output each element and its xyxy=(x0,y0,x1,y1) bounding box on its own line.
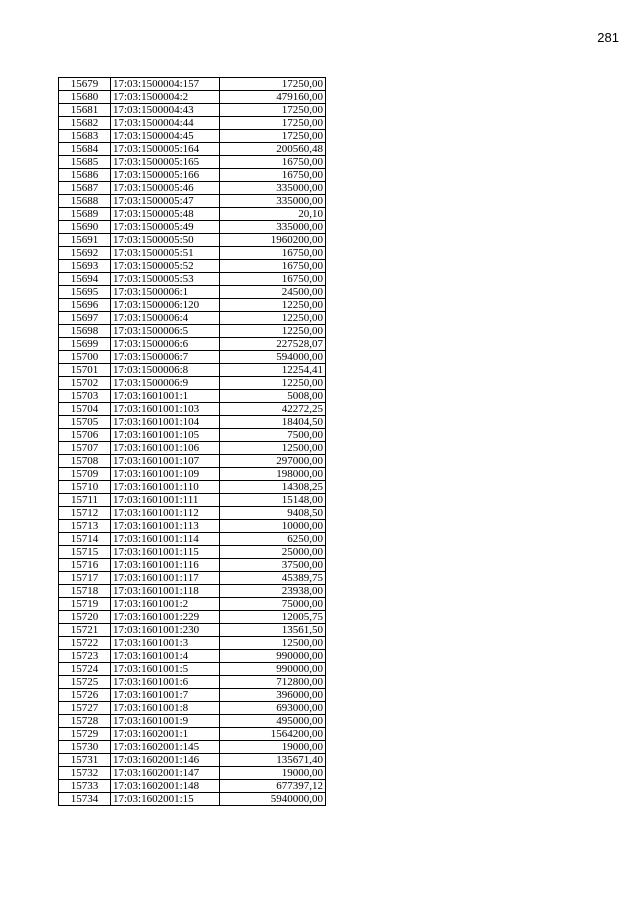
cadastral-code-cell: 17:03:1601001:114 xyxy=(111,533,220,546)
amount-cell: 5008,00 xyxy=(220,390,326,403)
row-id-cell: 15688 xyxy=(59,195,111,208)
amount-cell: 12250,00 xyxy=(220,312,326,325)
row-id-cell: 15727 xyxy=(59,702,111,715)
row-id-cell: 15681 xyxy=(59,104,111,117)
cadastral-code-cell: 17:03:1500006:4 xyxy=(111,312,220,325)
cadastral-code-cell: 17:03:1500006:5 xyxy=(111,325,220,338)
cadastral-code-cell: 17:03:1601001:5 xyxy=(111,663,220,676)
amount-cell: 17250,00 xyxy=(220,130,326,143)
table-row xyxy=(59,442,326,455)
table-row xyxy=(59,338,326,351)
amount-cell: 1960200,00 xyxy=(220,234,326,247)
amount-cell: 12250,00 xyxy=(220,299,326,312)
cadastral-code-cell: 17:03:1601001:113 xyxy=(111,520,220,533)
cadastral-code-cell: 17:03:1602001:1 xyxy=(111,728,220,741)
row-id-cell: 15731 xyxy=(59,754,111,767)
row-id-cell: 15698 xyxy=(59,325,111,338)
table-row xyxy=(59,416,326,429)
cadastral-code-cell: 17:03:1500005:52 xyxy=(111,260,220,273)
cadastral-code-cell: 17:03:1601001:229 xyxy=(111,611,220,624)
table-row xyxy=(59,143,326,156)
row-id-cell: 15710 xyxy=(59,481,111,494)
amount-cell: 14308,25 xyxy=(220,481,326,494)
cadastral-code-cell: 17:03:1500005:53 xyxy=(111,273,220,286)
cadastral-code-cell: 17:03:1500006:7 xyxy=(111,351,220,364)
cadastral-code-cell: 17:03:1500005:50 xyxy=(111,234,220,247)
amount-cell: 12250,00 xyxy=(220,377,326,390)
row-id-cell: 15734 xyxy=(59,793,111,806)
row-id-cell: 15690 xyxy=(59,221,111,234)
cadastral-code-cell: 17:03:1601001:230 xyxy=(111,624,220,637)
cadastral-code-cell: 17:03:1601001:111 xyxy=(111,494,220,507)
row-id-cell: 15683 xyxy=(59,130,111,143)
amount-cell: 37500,00 xyxy=(220,559,326,572)
cadastral-code-cell: 17:03:1601001:7 xyxy=(111,689,220,702)
row-id-cell: 15703 xyxy=(59,390,111,403)
amount-cell: 200560,48 xyxy=(220,143,326,156)
cadastral-code-cell: 17:03:1601001:112 xyxy=(111,507,220,520)
amount-cell: 990000,00 xyxy=(220,650,326,663)
cadastral-code-cell: 17:03:1500006:6 xyxy=(111,338,220,351)
cadastral-code-cell: 17:03:1601001:2 xyxy=(111,598,220,611)
row-id-cell: 15719 xyxy=(59,598,111,611)
amount-cell: 17250,00 xyxy=(220,104,326,117)
cadastral-code-cell: 17:03:1601001:103 xyxy=(111,403,220,416)
cadastral-code-cell: 17:03:1500005:166 xyxy=(111,169,220,182)
cadastral-code-cell: 17:03:1500004:45 xyxy=(111,130,220,143)
cadastral-code-cell: 17:03:1500004:2 xyxy=(111,91,220,104)
table-row xyxy=(59,585,326,598)
row-id-cell: 15715 xyxy=(59,546,111,559)
amount-cell: 12250,00 xyxy=(220,325,326,338)
row-id-cell: 15706 xyxy=(59,429,111,442)
row-id-cell: 15693 xyxy=(59,260,111,273)
table-row xyxy=(59,715,326,728)
table-row xyxy=(59,572,326,585)
row-id-cell: 15694 xyxy=(59,273,111,286)
row-id-cell: 15702 xyxy=(59,377,111,390)
table-row xyxy=(59,754,326,767)
cadastral-code-cell: 17:03:1500005:164 xyxy=(111,143,220,156)
cadastral-code-cell: 17:03:1500006:9 xyxy=(111,377,220,390)
table-row xyxy=(59,260,326,273)
amount-cell: 17250,00 xyxy=(220,117,326,130)
amount-cell: 594000,00 xyxy=(220,351,326,364)
row-id-cell: 15728 xyxy=(59,715,111,728)
table-row xyxy=(59,234,326,247)
row-id-cell: 15729 xyxy=(59,728,111,741)
data-table xyxy=(58,77,326,806)
amount-cell: 12500,00 xyxy=(220,637,326,650)
amount-cell: 5940000,00 xyxy=(220,793,326,806)
row-id-cell: 15696 xyxy=(59,299,111,312)
cadastral-code-cell: 17:03:1500005:165 xyxy=(111,156,220,169)
table-row xyxy=(59,663,326,676)
cadastral-code-cell: 17:03:1602001:145 xyxy=(111,741,220,754)
table-row xyxy=(59,78,326,91)
table-row xyxy=(59,650,326,663)
table-row xyxy=(59,208,326,221)
table-row xyxy=(59,507,326,520)
row-id-cell: 15707 xyxy=(59,442,111,455)
cadastral-code-cell: 17:03:1601001:106 xyxy=(111,442,220,455)
cadastral-code-cell: 17:03:1601001:6 xyxy=(111,676,220,689)
cadastral-code-cell: 17:03:1500005:47 xyxy=(111,195,220,208)
amount-cell: 15148,00 xyxy=(220,494,326,507)
row-id-cell: 15722 xyxy=(59,637,111,650)
row-id-cell: 15685 xyxy=(59,156,111,169)
amount-cell: 45389,75 xyxy=(220,572,326,585)
table-row xyxy=(59,559,326,572)
table-row xyxy=(59,312,326,325)
amount-cell: 16750,00 xyxy=(220,169,326,182)
table-row xyxy=(59,598,326,611)
cadastral-code-cell: 17:03:1601001:8 xyxy=(111,702,220,715)
amount-cell: 10000,00 xyxy=(220,520,326,533)
amount-cell: 18404,50 xyxy=(220,416,326,429)
row-id-cell: 15680 xyxy=(59,91,111,104)
table-row xyxy=(59,130,326,143)
cadastral-code-cell: 17:03:1601001:109 xyxy=(111,468,220,481)
row-id-cell: 15687 xyxy=(59,182,111,195)
amount-cell: 19000,00 xyxy=(220,741,326,754)
amount-cell: 12500,00 xyxy=(220,442,326,455)
row-id-cell: 15714 xyxy=(59,533,111,546)
amount-cell: 20,10 xyxy=(220,208,326,221)
row-id-cell: 15732 xyxy=(59,767,111,780)
row-id-cell: 15711 xyxy=(59,494,111,507)
row-id-cell: 15717 xyxy=(59,572,111,585)
cadastral-code-cell: 17:03:1602001:146 xyxy=(111,754,220,767)
table-row xyxy=(59,728,326,741)
cadastral-code-cell: 17:03:1601001:118 xyxy=(111,585,220,598)
table-row xyxy=(59,429,326,442)
amount-cell: 479160,00 xyxy=(220,91,326,104)
cadastral-code-cell: 17:03:1602001:15 xyxy=(111,793,220,806)
table-row xyxy=(59,351,326,364)
table-row xyxy=(59,793,326,806)
amount-cell: 24500,00 xyxy=(220,286,326,299)
cadastral-code-cell: 17:03:1601001:115 xyxy=(111,546,220,559)
amount-cell: 335000,00 xyxy=(220,195,326,208)
row-id-cell: 15691 xyxy=(59,234,111,247)
table-row xyxy=(59,325,326,338)
table-row xyxy=(59,117,326,130)
table-row xyxy=(59,676,326,689)
table-row xyxy=(59,221,326,234)
table-row xyxy=(59,104,326,117)
row-id-cell: 15721 xyxy=(59,624,111,637)
row-id-cell: 15726 xyxy=(59,689,111,702)
amount-cell: 396000,00 xyxy=(220,689,326,702)
row-id-cell: 15689 xyxy=(59,208,111,221)
table-row xyxy=(59,520,326,533)
row-id-cell: 15718 xyxy=(59,585,111,598)
table-row xyxy=(59,273,326,286)
cadastral-code-cell: 17:03:1601001:1 xyxy=(111,390,220,403)
amount-cell: 198000,00 xyxy=(220,468,326,481)
row-id-cell: 15699 xyxy=(59,338,111,351)
row-id-cell: 15709 xyxy=(59,468,111,481)
row-id-cell: 15712 xyxy=(59,507,111,520)
cadastral-code-cell: 17:03:1500005:46 xyxy=(111,182,220,195)
amount-cell: 23938,00 xyxy=(220,585,326,598)
amount-cell: 16750,00 xyxy=(220,260,326,273)
row-id-cell: 15725 xyxy=(59,676,111,689)
table-row xyxy=(59,689,326,702)
amount-cell: 13561,50 xyxy=(220,624,326,637)
table-row xyxy=(59,455,326,468)
table-row xyxy=(59,546,326,559)
cadastral-code-cell: 17:03:1602001:147 xyxy=(111,767,220,780)
cadastral-code-cell: 17:03:1500006:1 xyxy=(111,286,220,299)
table-row xyxy=(59,156,326,169)
table-row xyxy=(59,533,326,546)
table-row xyxy=(59,299,326,312)
row-id-cell: 15679 xyxy=(59,78,111,91)
table-row xyxy=(59,624,326,637)
row-id-cell: 15708 xyxy=(59,455,111,468)
amount-cell: 495000,00 xyxy=(220,715,326,728)
amount-cell: 42272,25 xyxy=(220,403,326,416)
amount-cell: 16750,00 xyxy=(220,273,326,286)
amount-cell: 1564200,00 xyxy=(220,728,326,741)
row-id-cell: 15733 xyxy=(59,780,111,793)
amount-cell: 19000,00 xyxy=(220,767,326,780)
table-row xyxy=(59,403,326,416)
row-id-cell: 15692 xyxy=(59,247,111,260)
row-id-cell: 15716 xyxy=(59,559,111,572)
cadastral-code-cell: 17:03:1601001:104 xyxy=(111,416,220,429)
table-row xyxy=(59,611,326,624)
amount-cell: 227528,07 xyxy=(220,338,326,351)
table-row xyxy=(59,91,326,104)
cadastral-code-cell: 17:03:1601001:9 xyxy=(111,715,220,728)
row-id-cell: 15713 xyxy=(59,520,111,533)
table-row xyxy=(59,390,326,403)
row-id-cell: 15686 xyxy=(59,169,111,182)
amount-cell: 12005,75 xyxy=(220,611,326,624)
amount-cell: 335000,00 xyxy=(220,221,326,234)
cadastral-code-cell: 17:03:1500006:120 xyxy=(111,299,220,312)
row-id-cell: 15704 xyxy=(59,403,111,416)
row-id-cell: 15697 xyxy=(59,312,111,325)
table-row xyxy=(59,169,326,182)
amount-cell: 25000,00 xyxy=(220,546,326,559)
cadastral-code-cell: 17:03:1500004:157 xyxy=(111,78,220,91)
cadastral-code-cell: 17:03:1500006:8 xyxy=(111,364,220,377)
amount-cell: 17250,00 xyxy=(220,78,326,91)
amount-cell: 7500,00 xyxy=(220,429,326,442)
cadastral-code-cell: 17:03:1601001:116 xyxy=(111,559,220,572)
table-row xyxy=(59,377,326,390)
table-row xyxy=(59,182,326,195)
cadastral-code-cell: 17:03:1500005:51 xyxy=(111,247,220,260)
amount-cell: 9408,50 xyxy=(220,507,326,520)
row-id-cell: 15730 xyxy=(59,741,111,754)
cadastral-code-cell: 17:03:1601001:4 xyxy=(111,650,220,663)
amount-cell: 135671,40 xyxy=(220,754,326,767)
cadastral-code-cell: 17:03:1601001:105 xyxy=(111,429,220,442)
amount-cell: 335000,00 xyxy=(220,182,326,195)
row-id-cell: 15700 xyxy=(59,351,111,364)
amount-cell: 677397,12 xyxy=(220,780,326,793)
table-row xyxy=(59,481,326,494)
table-row xyxy=(59,364,326,377)
row-id-cell: 15723 xyxy=(59,650,111,663)
row-id-cell: 15695 xyxy=(59,286,111,299)
cadastral-code-cell: 17:03:1500004:43 xyxy=(111,104,220,117)
row-id-cell: 15684 xyxy=(59,143,111,156)
table-row xyxy=(59,741,326,754)
table-row xyxy=(59,468,326,481)
page-number: 281 xyxy=(597,30,619,45)
amount-cell: 16750,00 xyxy=(220,156,326,169)
amount-cell: 990000,00 xyxy=(220,663,326,676)
row-id-cell: 15701 xyxy=(59,364,111,377)
cadastral-code-cell: 17:03:1500005:49 xyxy=(111,221,220,234)
table-row xyxy=(59,247,326,260)
amount-cell: 712800,00 xyxy=(220,676,326,689)
amount-cell: 693000,00 xyxy=(220,702,326,715)
cadastral-code-cell: 17:03:1500004:44 xyxy=(111,117,220,130)
table-row xyxy=(59,702,326,715)
amount-cell: 6250,00 xyxy=(220,533,326,546)
cadastral-code-cell: 17:03:1602001:148 xyxy=(111,780,220,793)
row-id-cell: 15720 xyxy=(59,611,111,624)
table-row xyxy=(59,767,326,780)
row-id-cell: 15724 xyxy=(59,663,111,676)
amount-cell: 16750,00 xyxy=(220,247,326,260)
cadastral-code-cell: 17:03:1601001:110 xyxy=(111,481,220,494)
table-row xyxy=(59,637,326,650)
table-row xyxy=(59,195,326,208)
amount-cell: 297000,00 xyxy=(220,455,326,468)
cadastral-code-cell: 17:03:1601001:117 xyxy=(111,572,220,585)
row-id-cell: 15682 xyxy=(59,117,111,130)
amount-cell: 75000,00 xyxy=(220,598,326,611)
table-row xyxy=(59,780,326,793)
amount-cell: 12254,41 xyxy=(220,364,326,377)
table-row xyxy=(59,494,326,507)
cadastral-code-cell: 17:03:1601001:107 xyxy=(111,455,220,468)
table-body xyxy=(59,78,326,806)
row-id-cell: 15705 xyxy=(59,416,111,429)
table-row xyxy=(59,286,326,299)
cadastral-code-cell: 17:03:1601001:3 xyxy=(111,637,220,650)
cadastral-code-cell: 17:03:1500005:48 xyxy=(111,208,220,221)
